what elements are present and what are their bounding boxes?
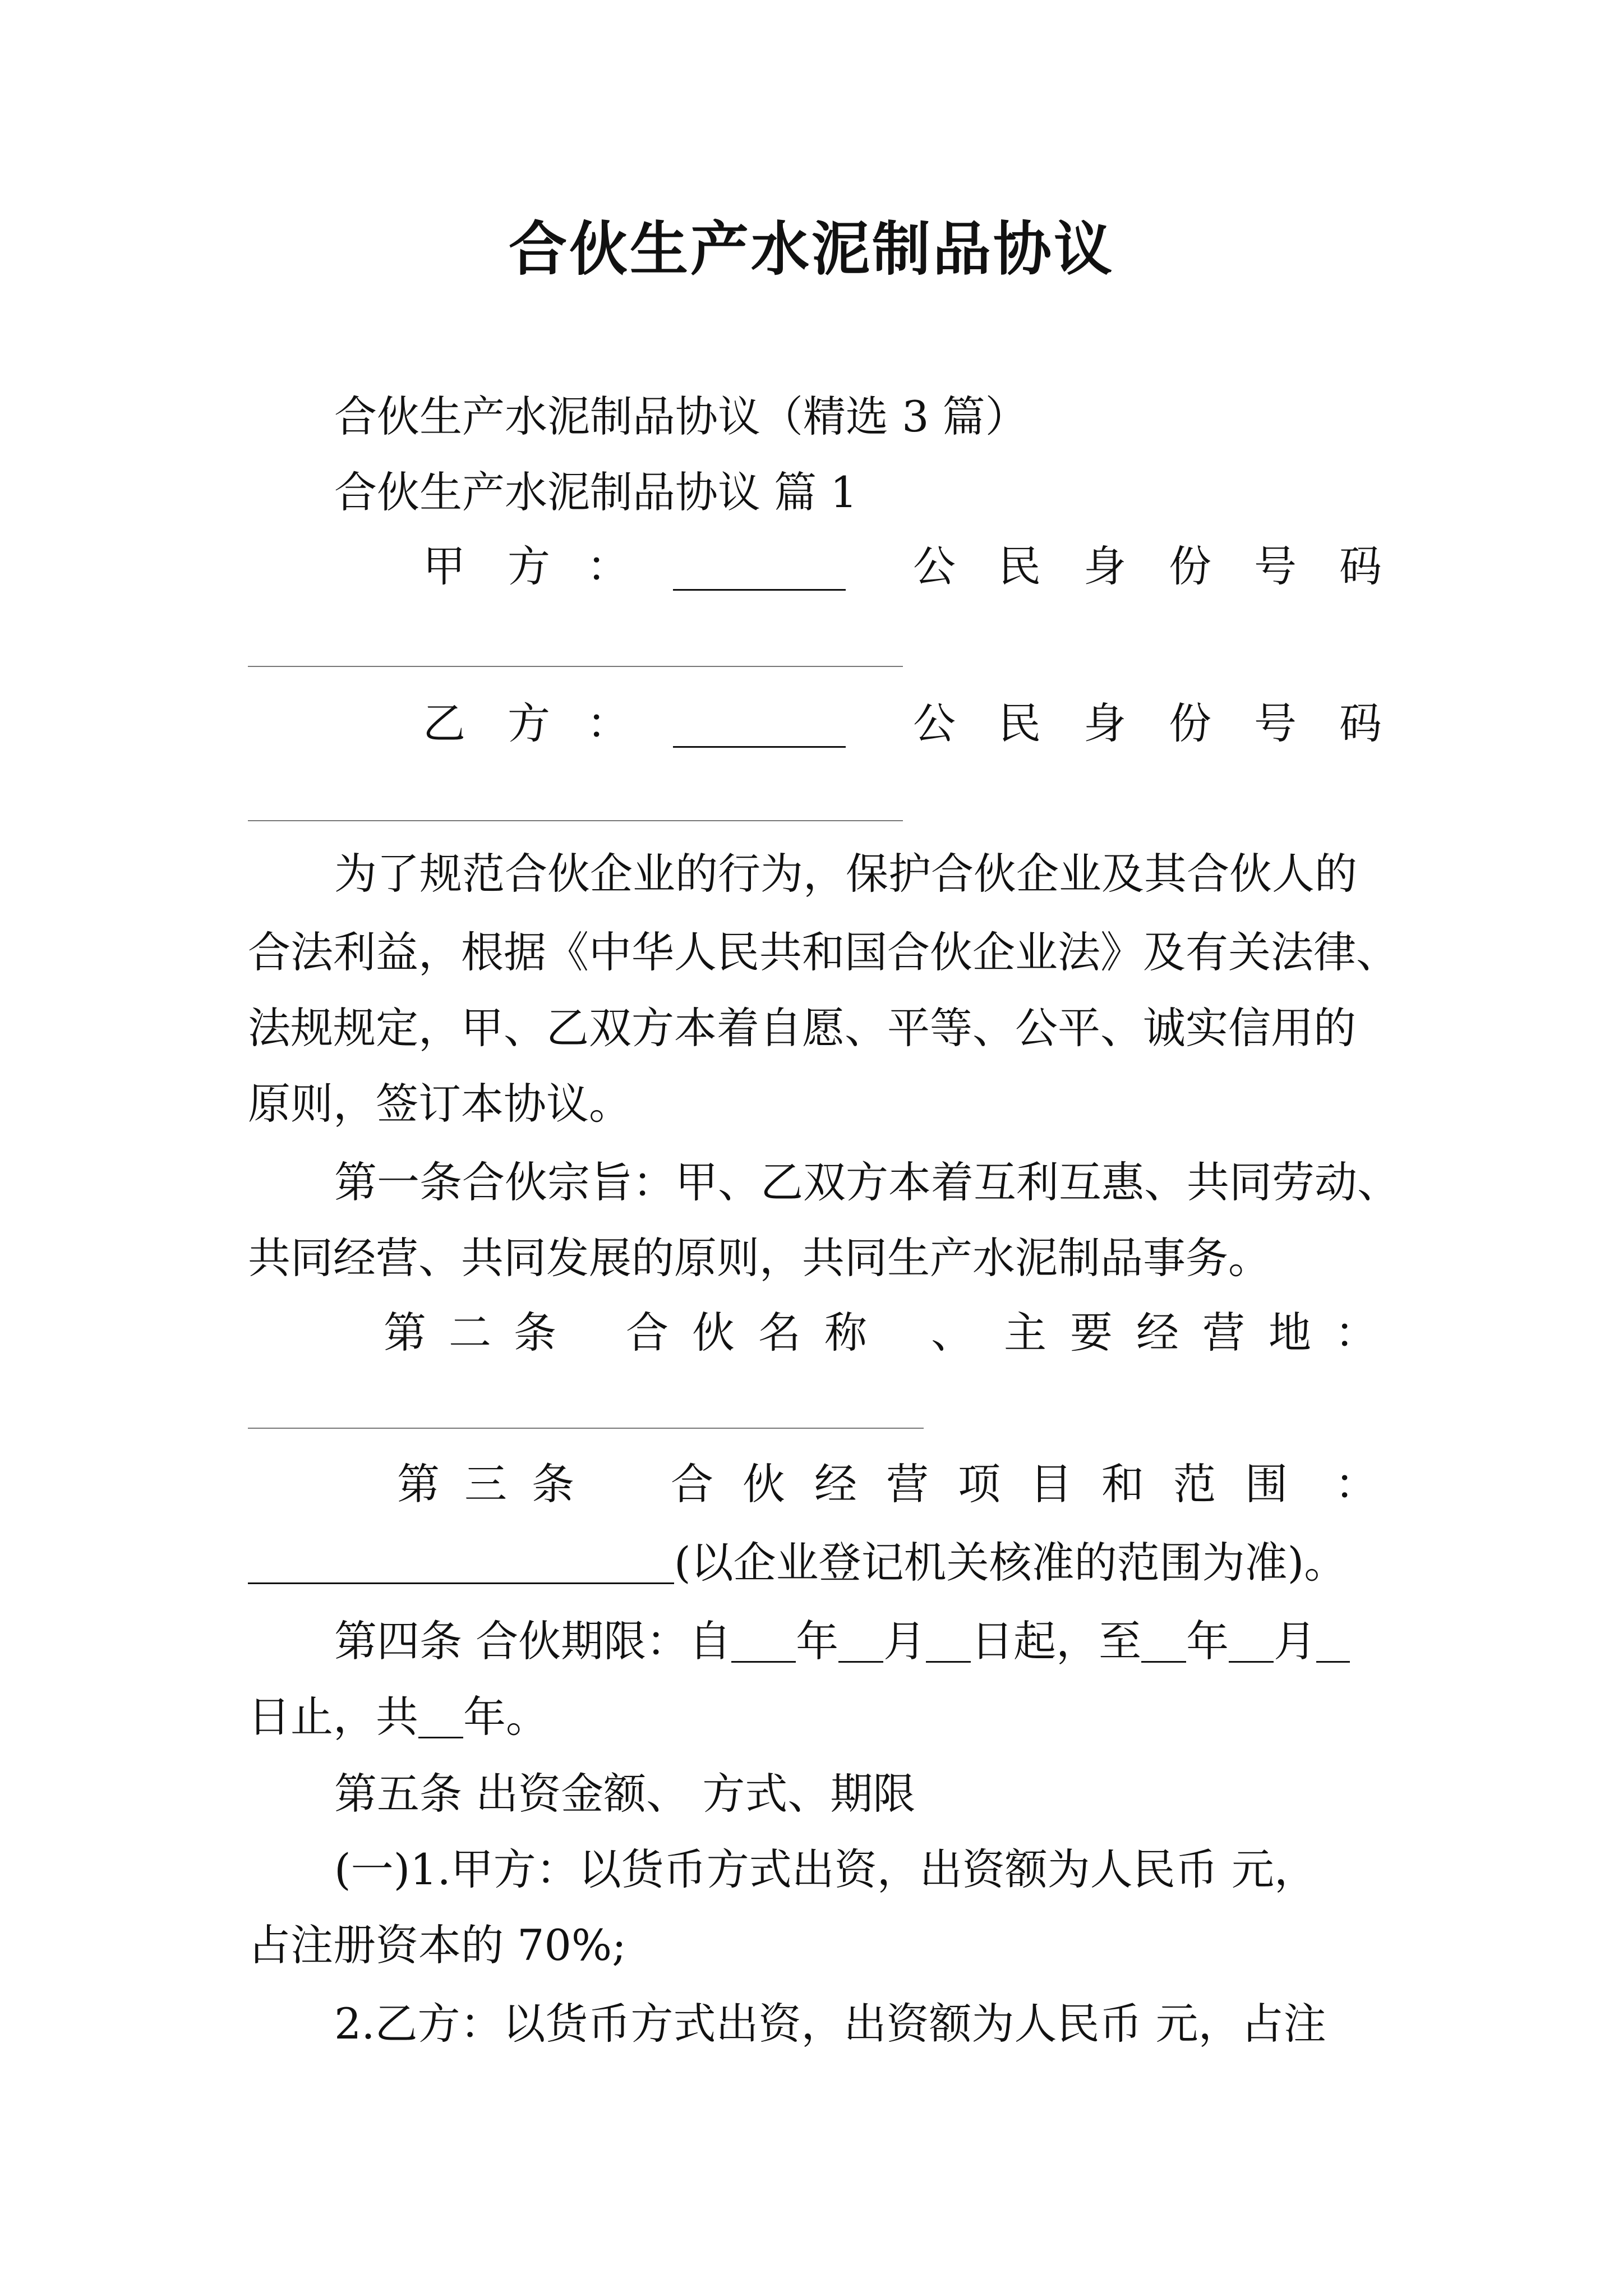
section-heading: 合伙生产水泥制品协议 篇 1 [334,467,857,517]
id-char: 公 [913,541,956,591]
preamble-line: 合法利益，根据《中华人民共和国合伙企业法》及有关法律、 [248,927,1399,977]
article-2-char: 二 [449,1308,491,1358]
article-3-char: 目 [1030,1459,1072,1509]
article-4-prefix: 第四条 合伙期限：自 [334,1616,732,1666]
document-subtitle: 合伙生产水泥制品协议（精选 3 篇） [334,392,1028,441]
blank [1141,1618,1186,1663]
article-4-line-2 [248,1692,548,1742]
article-1-line: 第一条合伙宗旨：甲、乙双方本着互利互惠、共同劳动、 [334,1157,1400,1207]
party-a-label-2: 方 [508,541,550,591]
article-2-char: 、 [931,1308,974,1358]
party-b-id-blank [248,820,903,821]
document-title: 合伙生产水泥制品协议 [508,214,1114,283]
article-4-line-1 [334,1616,1350,1666]
article-2-char: 营 [1202,1308,1245,1358]
blank [1229,1618,1274,1663]
article-3-char: ： [1335,1459,1377,1509]
id-char: 身 [1083,698,1126,748]
article-3-char: 伙 [743,1459,785,1509]
party-a-id-blank [248,666,903,667]
article-2-blank [248,1428,924,1429]
id-char: 身 [1083,541,1126,591]
article-5-item: 2.乙方：以货币方式出资，出资额为人民币 元，占注 [334,1999,1326,2049]
article-2-char: 名 [758,1308,801,1358]
article-2-char: ： [1335,1308,1377,1358]
article-2-char: 要 [1070,1308,1113,1358]
party-b-colon: ： [587,698,629,748]
article-3-char: 合 [671,1459,713,1509]
article-2-char: 第 [384,1308,426,1358]
article-5-heading: 第五条 出资金额、 方式、期限 [334,1769,916,1819]
article-3-scope-blank [248,1540,674,1584]
article-3-char: 三 [464,1459,507,1509]
id-char: 码 [1339,541,1382,591]
article-2-char: 主 [1004,1308,1046,1358]
article-4-month: 月 [883,1616,926,1666]
article-2-char: 合 [626,1308,668,1358]
id-char: 号 [1254,698,1297,748]
article-4-year: 年 [1186,1616,1229,1666]
article-3-char: 经 [814,1459,857,1509]
id-char: 民 [998,698,1041,748]
party-b-label-1: 乙 [423,698,465,748]
id-char: 公 [913,698,956,748]
party-b-name-blank [673,746,846,748]
id-char: 民 [998,541,1041,591]
id-char: 份 [1169,541,1211,591]
id-char: 份 [1169,698,1211,748]
preamble-line: 法规规定，甲、乙双方本着自愿、平等、公平、诚实信用的 [248,1003,1356,1053]
id-char: 号 [1254,541,1297,591]
article-2-char: 经 [1136,1308,1179,1358]
article-4-total: 年。 [463,1692,548,1742]
article-3-scope-line [248,1538,1347,1588]
article-1-line: 共同经营、共同发展的原则，共同生产水泥制品事务。 [248,1233,1271,1283]
article-3-tail: (以企业登记机关核准的范围为准)。 [674,1538,1347,1588]
article-5-item: (一)1.甲方：以货币方式出资，出资额为人民币 元， [334,1844,1317,1894]
party-a-name-blank [673,589,846,591]
party-a-label-1: 甲 [423,541,465,591]
article-4-month: 月 [1274,1616,1317,1666]
blank [418,1694,463,1738]
article-4-year: 年 [796,1616,839,1666]
article-3-char: 第 [397,1459,440,1509]
article-2-char: 条 [514,1308,556,1358]
preamble-line: 为了规范合伙企业的行为，保护合伙企业及其合伙人的 [334,849,1357,899]
blank [838,1618,883,1663]
blank [731,1618,796,1663]
article-5-item: 占注册资本的 70%; [248,1920,626,1970]
id-char: 码 [1339,698,1382,748]
party-b-label-2: 方 [508,698,550,748]
article-2-char: 伙 [692,1308,735,1358]
article-3-char: 条 [532,1459,574,1509]
article-3-char: 和 [1101,1459,1144,1509]
blank [1316,1618,1350,1663]
article-4-end: 日止，共 [248,1692,418,1742]
article-3-char: 围 [1245,1459,1288,1509]
article-4-day-start: 日起，至 [971,1616,1142,1666]
blank [926,1618,971,1663]
preamble-line: 原则，签订本协议。 [248,1079,631,1129]
article-2-char: 称 [824,1308,867,1358]
party-a-colon: ： [587,541,629,591]
article-2-char: 地 [1269,1308,1311,1358]
article-3-char: 营 [886,1459,929,1509]
article-3-char: 范 [1173,1459,1216,1509]
article-3-char: 项 [958,1459,1000,1509]
